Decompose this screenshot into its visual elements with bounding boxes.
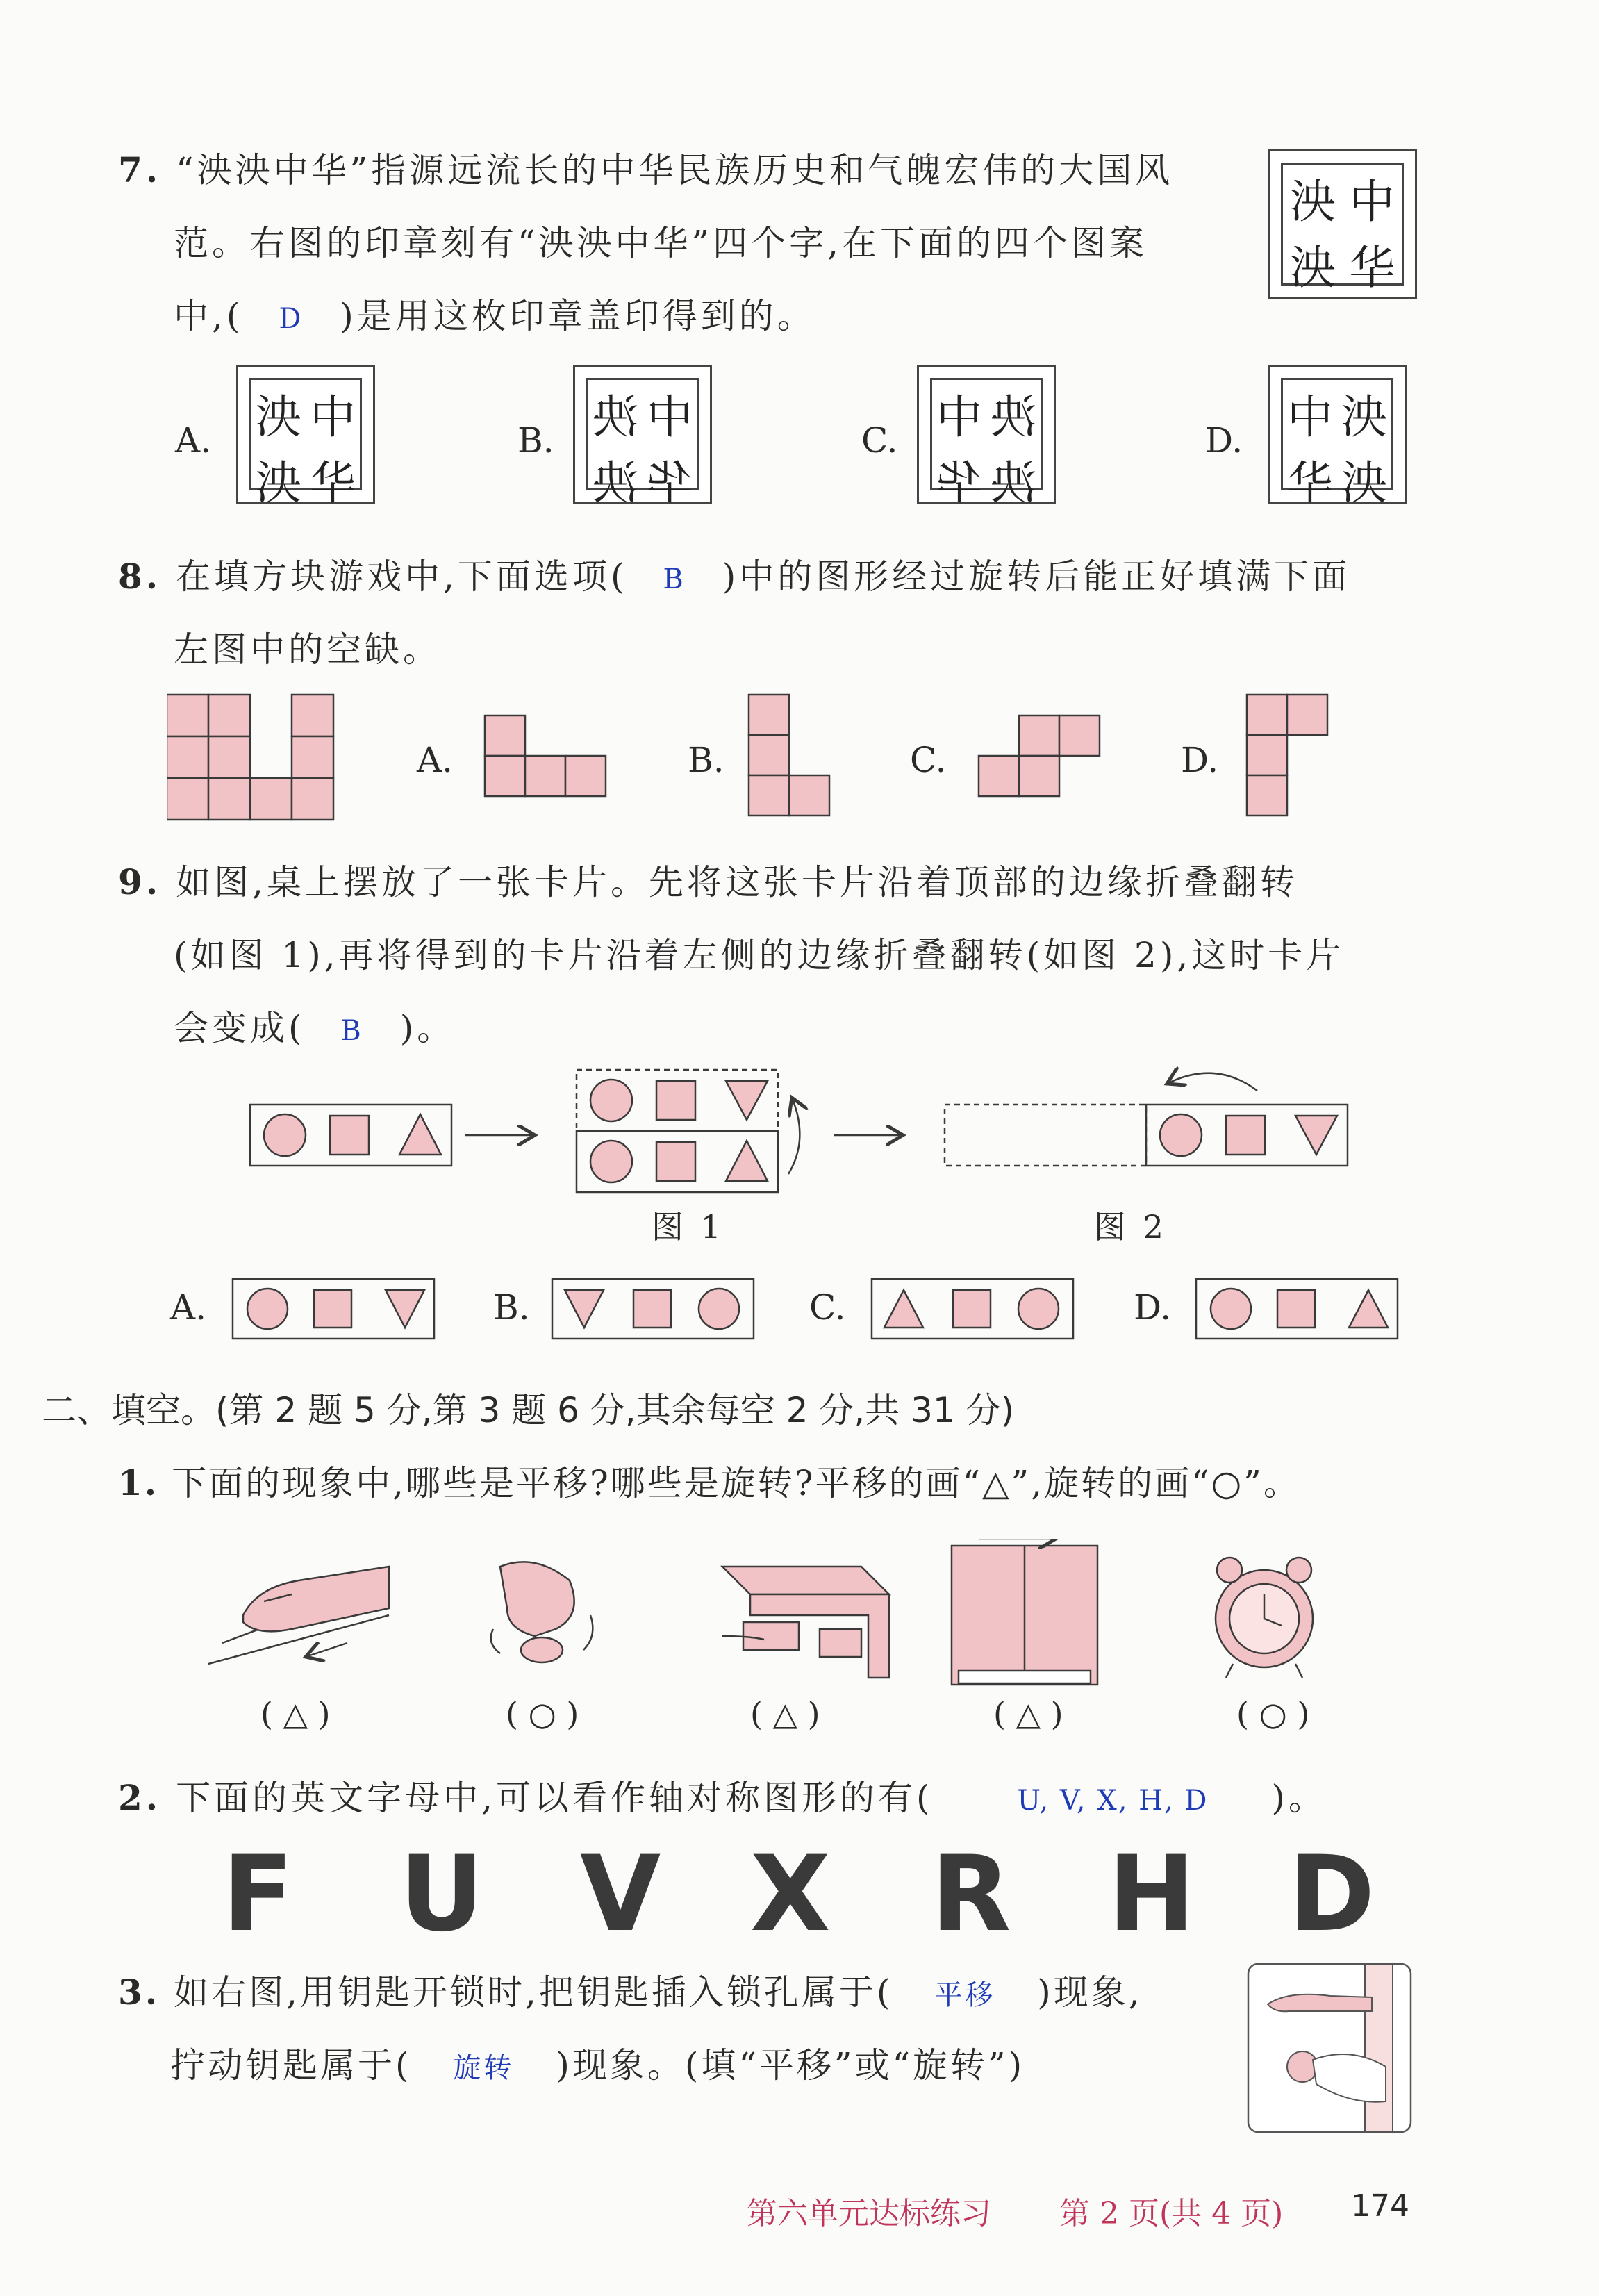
question-number: 2. [118, 1777, 162, 1818]
f1-answer-window: ( △ ) [993, 1695, 1063, 1733]
q8-option-a-shape [485, 716, 606, 796]
letter-u: U [399, 1834, 484, 1955]
q9-line3: 会变成( B )。 [174, 1008, 456, 1048]
question-number: 3. [118, 1972, 160, 2013]
f3-line2: 拧动钥匙属于( 旋转 )现象。(填“平移”或“旋转”) [170, 2045, 1025, 2086]
q7-option-d-stamp[interactable]: 中 泱 华 泱 [1268, 365, 1407, 504]
footer-unit-title: 第六单元达标练习 [747, 2196, 991, 2231]
drawer-illustration [722, 1567, 889, 1678]
q8-option-d-shape [1247, 695, 1327, 816]
question-number: 9. [118, 861, 162, 902]
sliding-window-illustration [952, 1539, 1097, 1685]
f3-line1: 3. 如右图,用钥匙开锁时,把钥匙插入锁孔属于( 平移 )现象, [118, 1972, 1143, 2013]
question-number: 1. [118, 1462, 159, 1503]
f1-answer-train: ( △ ) [260, 1695, 331, 1733]
q8-line1: 8. 在填方块游戏中,下面选项( B )中的图形经过旋转后能正好填满下面 [118, 556, 1351, 597]
q9-option-d-card [1196, 1279, 1398, 1339]
q8-option-c-shape [979, 716, 1100, 796]
letter-r: R [931, 1834, 1011, 1955]
q9-option-a-label: A. [170, 1287, 207, 1328]
q7-option-c-stamp[interactable]: 中 泱 华 泱 [917, 365, 1056, 504]
q7-option-d-label: D. [1205, 420, 1243, 461]
f1-line1: 1. 下面的现象中,哪些是平移?哪些是旋转?平移的画“△”,旋转的画“○”。 [118, 1462, 1300, 1503]
letter-d: D [1289, 1834, 1375, 1955]
q8-option-c-label: C. [910, 740, 947, 780]
q9-line1: 9. 如图,桌上摆放了一张卡片。先将这张卡片沿着顶部的边缘折叠翻转 [118, 861, 1299, 902]
f1-answer-knob: ( ○ ) [506, 1695, 579, 1733]
letter-x: X [750, 1834, 831, 1955]
q8-option-b-shape [749, 695, 829, 816]
train-illustration [208, 1567, 389, 1664]
letter-h: H [1108, 1834, 1195, 1955]
key-lock-illustration [1247, 1963, 1414, 2136]
hand-knob-illustration [491, 1562, 593, 1662]
q8-option-b-label: B. [688, 740, 724, 780]
figure-1-caption: 图 1 [652, 1208, 724, 1246]
letter-v: V [580, 1834, 661, 1955]
f3-answer-1: 平移 [934, 1979, 996, 2011]
q9-option-c-label: C. [809, 1287, 846, 1328]
figure-2-caption: 图 2 [1094, 1208, 1167, 1246]
seal-stamp: 泱 中 泱 华 [1268, 149, 1417, 299]
q8-answer: B [663, 563, 687, 595]
q7-option-a-label: A. [175, 420, 212, 461]
alarm-clock-illustration [1216, 1558, 1313, 1678]
q9-folding-diagram [243, 1063, 1354, 1223]
figure-2 [945, 1073, 1348, 1166]
q8-target-board [167, 695, 333, 820]
f3-answer-2: 旋转 [453, 2052, 515, 2084]
figure-1 [577, 1070, 800, 1192]
f1-answer-clock: ( ○ ) [1236, 1695, 1310, 1733]
q7-option-a-stamp[interactable]: 泱 中 泱 华 [236, 365, 375, 504]
q8-tile-figures [167, 691, 1348, 830]
q7-option-b-stamp[interactable]: 泱 中 泱 华 [573, 365, 712, 504]
q7-option-b-label: B. [517, 420, 554, 461]
q9-line2: (如图 1),再将得到的卡片沿着左侧的边缘折叠翻转(如图 2),这时卡片 [174, 935, 1345, 975]
q9-option-d-label: D. [1134, 1287, 1172, 1328]
f1-answer-drawer: ( △ ) [750, 1695, 820, 1733]
q8-option-a-label: A. [417, 740, 454, 780]
footer-page-info: 第 2 页(共 4 页) [1059, 2196, 1284, 2231]
q9-option-b-card [552, 1279, 754, 1339]
q7-line1: 7. “泱泱中华”指源远流长的中华民族历史和气魄宏伟的大国风 [118, 149, 1174, 190]
q8-option-d-label: D. [1181, 740, 1219, 780]
q8-line2: 左图中的空缺。 [174, 629, 441, 670]
q9-option-b-label: B. [493, 1287, 530, 1328]
q9-option-c-card [872, 1279, 1073, 1339]
question-number: 8. [118, 556, 162, 597]
f1-illustrations [208, 1539, 1389, 1692]
q7-line2: 范。右图的印章刻有“泱泱中华”四个字,在下面的四个图案 [174, 223, 1148, 263]
page-number: 174 [1351, 2188, 1409, 2224]
q9-answer: B [340, 1015, 365, 1047]
f2-line1: 2. 下面的英文字母中,可以看作轴对称图形的有( U, V, X, H, D )。 [118, 1777, 1327, 1818]
q9-option-cards [229, 1275, 1410, 1344]
q7-answer: D [279, 303, 305, 335]
letter-f: F [222, 1834, 294, 1955]
f2-answer: U, V, X, H, D [1017, 1785, 1209, 1817]
q7-line3: 中,( D )是用这枚印章盖印得到的。 [174, 296, 815, 336]
question-number: 7. [118, 149, 162, 190]
original-card [250, 1105, 451, 1166]
section-2-title: 二、填空。(第 2 题 5 分,第 3 题 6 分,其余每空 2 分,共 31 分) [42, 1390, 1015, 1430]
q9-option-a-card [233, 1279, 434, 1339]
q7-option-c-label: C. [861, 420, 898, 461]
